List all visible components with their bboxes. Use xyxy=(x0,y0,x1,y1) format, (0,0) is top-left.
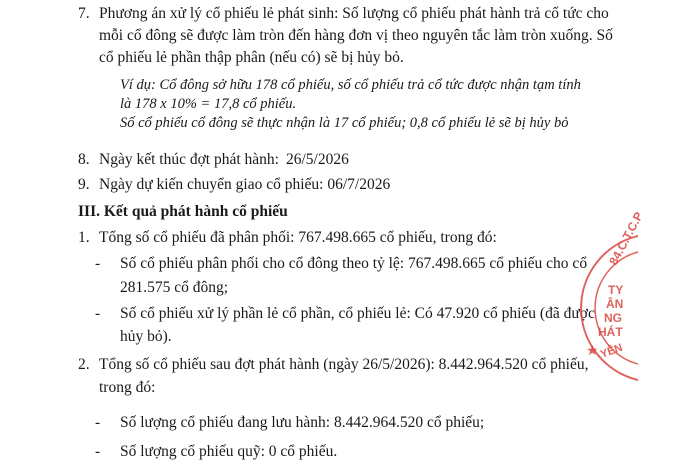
section3-heading: III. Kết quả phát hành cổ phiếu xyxy=(78,203,288,220)
item7-number: 7. xyxy=(78,5,90,22)
result2-number: 2. xyxy=(78,356,90,373)
item8-label: Ngày kết thúc đợt phát hành: xyxy=(99,151,279,168)
seal-inner-line-4: HÁT xyxy=(598,325,623,339)
result1-bullet1-mark: - xyxy=(95,255,101,272)
item8-value: 26/5/2026 xyxy=(286,151,349,168)
seal-inner-line-1: TY xyxy=(608,283,624,297)
seal-star-icon: ★ xyxy=(586,342,599,358)
item7-line1: Phương án xử lý cổ phiếu lẻ phát sinh: Số lượng cổ phiếu phát hành trả cổ tức cho xyxy=(99,5,609,22)
result1-bullet1-line2: 281.575 cổ đông; xyxy=(120,279,229,296)
item7-example-line3: Số cổ phiếu cổ đông sẽ thực nhận là 17 cổ phiếu; 0,8 cổ phiếu lẻ sẽ bị hủy bỏ xyxy=(120,115,569,131)
result1-bullet2-line2: hủy bỏ). xyxy=(120,328,172,345)
item7-example-line1: Ví dụ: Cổ đông sở hữu 178 cổ phiếu, số cổ phiếu trả cổ tức được nhận tạm tính xyxy=(120,77,581,93)
result1-bullet2-line1: Số cổ phiếu xử lý phần lẻ cổ phần, cổ phiếu lẻ: Có 47.920 cổ phiếu (đã được xyxy=(120,305,595,322)
seal-inner-line-3: NG xyxy=(604,311,622,325)
item7-line2: mỗi cổ đông sẽ được làm tròn đến hàng đơn vị theo nguyên tắc làm tròn xuống. Số xyxy=(99,27,613,44)
result1-bullet2-mark: - xyxy=(95,305,101,322)
result2-bullet2-mark: - xyxy=(95,443,101,460)
result2-line1: Tổng số cổ phiếu sau đợt phát hành (ngày 26/5/2026): 8.442.964.520 cổ phiếu, xyxy=(99,356,589,373)
item7-line3: cổ phiếu lẻ phần thập phân (nếu có) sẽ bị hủy bỏ. xyxy=(99,49,404,66)
result2-bullet1-mark: - xyxy=(95,414,101,431)
seal-ring-text: 84.C.T.C.P xyxy=(606,209,646,268)
item9-number: 9. xyxy=(78,176,90,193)
result2-bullet1: Số lượng cổ phiếu đang lưu hành: 8.442.964.520 cổ phiếu; xyxy=(120,414,485,431)
seal-inner-line-5: YÊN xyxy=(598,341,625,361)
result1-text: Tổng số cổ phiếu đã phân phối: 767.498.665 cổ phiếu, trong đó: xyxy=(99,229,497,246)
item7-example-line2: là 178 x 10% = 17,8 cổ phiếu. xyxy=(120,96,297,112)
item9-text: Ngày dự kiến chuyển giao cổ phiếu: 06/7/2026 xyxy=(99,176,391,193)
result2-line2: trong đó: xyxy=(99,379,156,396)
result1-bullet1-line1: Số cổ phiếu phân phối cho cổ đông theo tỷ lệ: 767.498.665 cổ phiếu cho cổ xyxy=(120,255,588,272)
seal-inner-line-2: ÂN xyxy=(606,297,624,311)
result2-bullet2: Số lượng cổ phiếu quỹ: 0 cổ phiếu. xyxy=(120,443,338,460)
item8-number: 8. xyxy=(78,151,90,168)
result1-number: 1. xyxy=(78,229,90,246)
